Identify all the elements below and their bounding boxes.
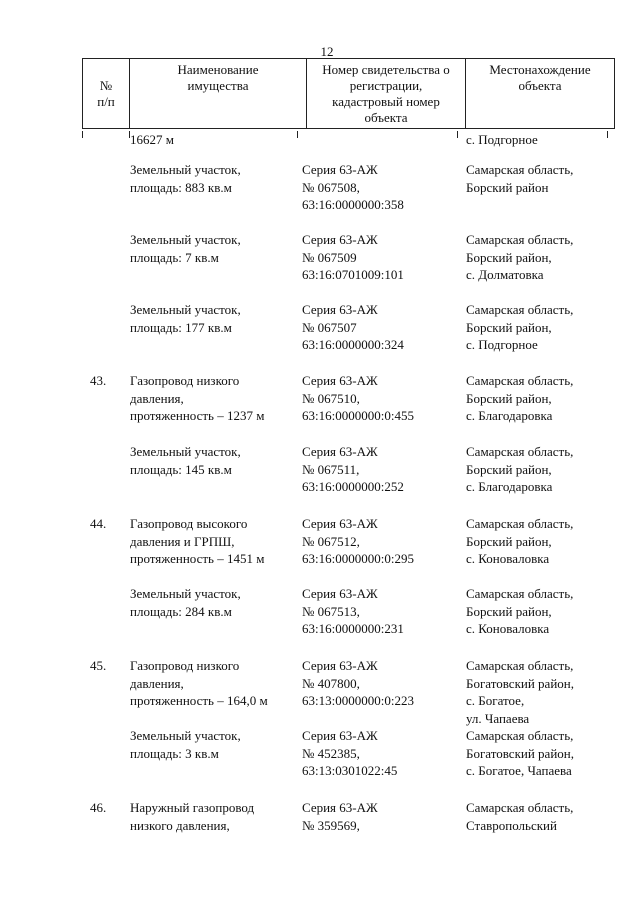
table-row [82, 799, 608, 859]
object-location-line: ул. Чапаева [466, 710, 530, 726]
object-location-line: Богатовский район, [466, 745, 574, 761]
object-location-line: Самарская область, [466, 658, 574, 673]
object-location [466, 727, 606, 780]
header-text: Местонахождение [489, 62, 591, 77]
object-location-line: Самарская область, [466, 162, 574, 177]
object-location-line: Борский район [466, 179, 549, 195]
object-location [466, 657, 606, 727]
table-row [82, 301, 608, 372]
property-name-line: площадь: 883 кв.м [130, 179, 232, 195]
property-name [130, 301, 296, 336]
registration-number-line: № 407800, [302, 675, 360, 691]
registration-number-line: 63:13:0000000:0:223 [302, 693, 414, 708]
object-location-line: с. Долматовка [466, 267, 544, 282]
registration-number [302, 372, 462, 425]
property-name [130, 231, 296, 266]
header-text: объекта [364, 110, 408, 125]
property-name-line: площадь: 3 кв.м [130, 745, 219, 761]
registration-number-line: Серия 63-АЖ [302, 516, 378, 531]
row-number: 46. [90, 800, 107, 815]
table-row [82, 372, 608, 443]
property-name-line: Земельный участок, [130, 444, 241, 459]
property-name [130, 443, 296, 478]
registration-number [302, 585, 462, 638]
header-col-name [130, 59, 307, 129]
object-location-line: Борский район, [466, 319, 552, 335]
property-name-line: протяженность – 1237 м [130, 408, 265, 423]
object-location [466, 231, 606, 284]
object-location [466, 131, 606, 149]
table-row [82, 161, 608, 231]
object-location-line: с. Благодаровка [466, 479, 553, 494]
row-number: 45. [90, 658, 107, 673]
registration-number-line: 63:16:0701009:101 [302, 267, 404, 282]
registration-number-line: № 067510, [302, 390, 360, 406]
registration-number-line: Серия 63-АЖ [302, 586, 378, 601]
registration-number-line: № 359569, [302, 817, 360, 833]
object-location-line: с. Богатое, [466, 693, 525, 708]
header-text: Наименование [177, 62, 259, 77]
property-name-line: протяженность – 164,0 м [130, 693, 268, 708]
header-text: № [99, 78, 113, 93]
object-location [466, 515, 606, 568]
registration-number-line: № 067507 [302, 319, 357, 335]
object-location-line: Ставропольский [466, 817, 557, 833]
property-name-line: Земельный участок, [130, 232, 241, 247]
property-name-line: площадь: 145 кв.м [130, 461, 232, 477]
property-name-line: Газопровод низкого [130, 373, 240, 388]
object-location-line: с. Благодаровка [466, 408, 553, 423]
registration-number-line: № 067511, [302, 461, 360, 477]
object-location-line: Самарская область, [466, 728, 574, 743]
object-location-line: Самарская область, [466, 800, 574, 815]
table-row [82, 585, 608, 657]
object-location-line: с. Коноваловка [466, 551, 550, 566]
property-name-line: Газопровод низкого [130, 658, 240, 673]
header-text: объекта [518, 78, 562, 93]
header-col-location [466, 59, 615, 129]
object-location-line: с. Подгорное [466, 337, 538, 352]
property-name-line: давления, [130, 675, 184, 691]
property-name-line: площадь: 284 кв.м [130, 603, 232, 619]
registration-number-line: Серия 63-АЖ [302, 302, 378, 317]
registration-number-line: № 452385, [302, 745, 360, 761]
registration-number-line: Серия 63-АЖ [302, 728, 378, 743]
property-name-line: Земельный участок, [130, 728, 241, 743]
registration-number-line: 63:13:0301022:45 [302, 763, 398, 778]
object-location-line: Богатовский район, [466, 675, 574, 691]
registration-number [302, 515, 462, 568]
header-col-registration [307, 59, 466, 129]
table-row [82, 657, 608, 727]
header-col-number [83, 59, 130, 129]
object-location [466, 443, 606, 496]
registration-number-line: 63:16:0000000:231 [302, 621, 404, 636]
object-location-line: Самарская область, [466, 586, 574, 601]
table-row [82, 131, 608, 161]
header-text: регистрации, [349, 78, 423, 93]
property-name [130, 799, 296, 834]
registration-number-line: 63:16:0000000:0:455 [302, 408, 414, 423]
registration-number-line: 63:16:0000000:358 [302, 197, 404, 212]
registration-number-line: Серия 63-АЖ [302, 373, 378, 388]
registration-number-line: 63:16:0000000:324 [302, 337, 404, 352]
header-text: имущества [187, 78, 249, 93]
property-name [130, 515, 296, 568]
property-name [130, 727, 296, 762]
header-text: Номер свидетельства о [322, 62, 450, 77]
row-number: 43. [90, 373, 107, 388]
property-name-line: давления, [130, 390, 184, 406]
property-name-line: Наружный газопровод [130, 800, 255, 815]
property-name [130, 372, 296, 425]
registration-number-line: 63:16:0000000:252 [302, 479, 404, 494]
object-location-line: Самарская область, [466, 302, 574, 317]
registration-number-line: № 067508, [302, 179, 360, 195]
property-name [130, 131, 296, 149]
property-name-line: площадь: 7 кв.м [130, 249, 219, 265]
property-name-line: протяженность – 1451 м [130, 551, 265, 566]
row-number: 44. [90, 516, 107, 531]
registration-number [302, 301, 462, 354]
table-header [82, 58, 615, 129]
page-number: 12 [320, 44, 334, 59]
property-name-line: Земельный участок, [130, 586, 241, 601]
registration-number-line: № 067512, [302, 533, 360, 549]
registration-number [302, 231, 462, 284]
property-name [130, 585, 296, 620]
registration-number [302, 657, 462, 710]
property-name-line: Газопровод высокого [130, 516, 248, 531]
object-location-line: Борский район, [466, 390, 552, 406]
object-location-line: с. Богатое, Чапаева [466, 763, 572, 778]
registration-number-line: Серия 63-АЖ [302, 444, 378, 459]
registration-number [302, 443, 462, 496]
object-location-line: с. Коноваловка [466, 621, 550, 636]
property-name [130, 657, 296, 710]
registration-number-line: Серия 63-АЖ [302, 800, 378, 815]
property-name-line: площадь: 177 кв.м [130, 319, 232, 335]
registration-number [302, 799, 462, 834]
object-location [466, 372, 606, 425]
object-location-line: Самарская область, [466, 232, 574, 247]
object-location-line: Борский район, [466, 603, 552, 619]
table-row [82, 443, 608, 515]
object-location [466, 301, 606, 354]
object-location-line: с. Подгорное [466, 132, 538, 147]
property-name-line: Земельный участок, [130, 302, 241, 317]
header-text: п/п [97, 94, 115, 109]
object-location [466, 585, 606, 638]
property-name-line: давления и ГРПШ, [130, 533, 235, 549]
table-row [82, 231, 608, 301]
registration-number-line: № 067509 [302, 249, 357, 265]
object-location-line: Борский район, [466, 249, 552, 265]
property-name-line: 16627 м [130, 132, 174, 147]
object-location-line: Самарская область, [466, 444, 574, 459]
object-location-line: Борский район, [466, 461, 552, 477]
registration-number [302, 727, 462, 780]
registration-number-line: Серия 63-АЖ [302, 232, 378, 247]
object-location-line: Самарская область, [466, 373, 574, 388]
property-name [130, 161, 296, 196]
object-location [466, 161, 606, 196]
registration-number-line: Серия 63-АЖ [302, 162, 378, 177]
object-location-line: Самарская область, [466, 516, 574, 531]
object-location-line: Борский район, [466, 533, 552, 549]
table-row [82, 515, 608, 585]
object-location [466, 799, 606, 834]
property-name-line: Земельный участок, [130, 162, 241, 177]
registration-number [302, 161, 462, 214]
property-name-line: низкого давления, [130, 817, 230, 833]
registration-number-line: 63:16:0000000:0:295 [302, 551, 414, 566]
table-row [82, 727, 608, 799]
registration-number-line: № 067513, [302, 603, 360, 619]
header-text: кадастровый номер [332, 94, 440, 109]
registration-number-line: Серия 63-АЖ [302, 658, 378, 673]
